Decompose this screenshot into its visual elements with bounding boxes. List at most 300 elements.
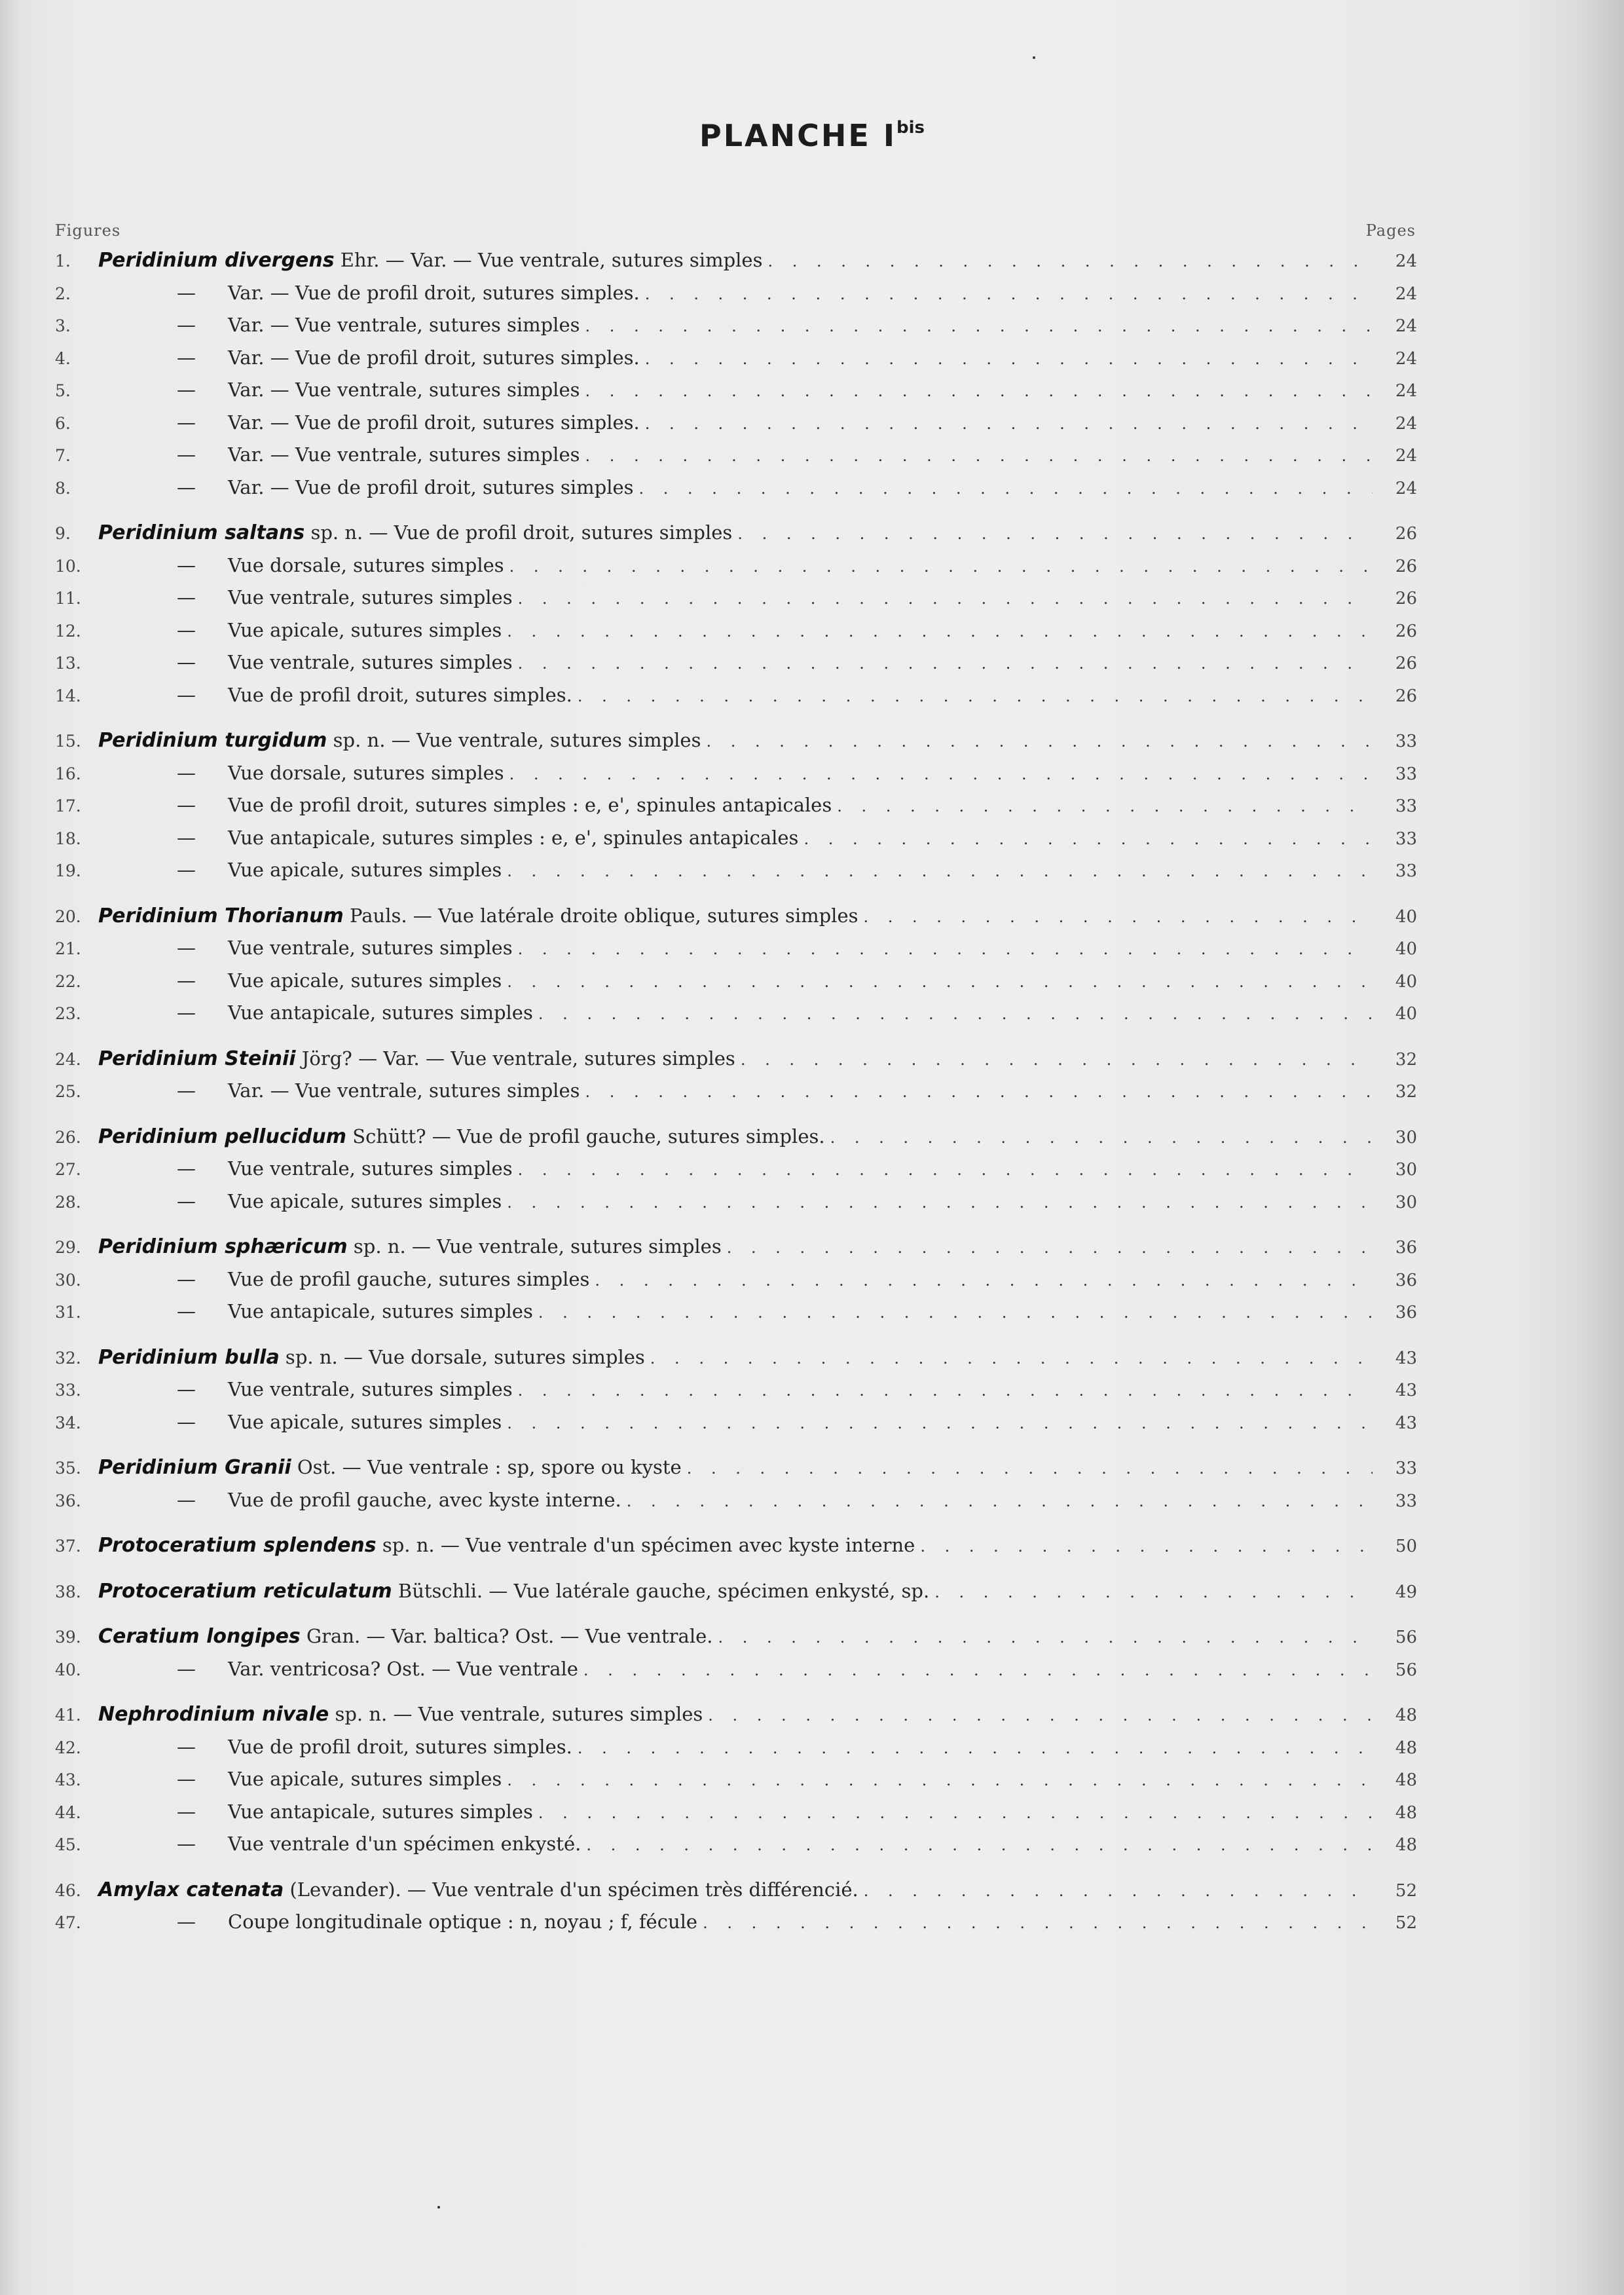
figure-entry [55, 411, 1417, 444]
figure-number: 14. [55, 686, 81, 705]
figure-entry [55, 1768, 1417, 1801]
dot-leader [595, 1271, 1373, 1290]
figure-number: 42. [55, 1738, 81, 1757]
figure-number: 19. [55, 861, 81, 880]
figure-description [98, 937, 513, 959]
ditto-dash: — [177, 1833, 196, 1855]
figure-number: 34. [55, 1413, 81, 1432]
ditto-dash: — [177, 1079, 196, 1102]
plate-title: PLANCHE $I^{bis}$ [699, 118, 925, 153]
figure-number: 2. [55, 284, 71, 303]
figure-entry [55, 684, 1417, 717]
figure-entry [55, 1300, 1417, 1333]
dot-leader [509, 765, 1373, 783]
dot-leader [708, 1706, 1373, 1725]
figure-entry [55, 729, 1417, 762]
figure-description [98, 1268, 589, 1290]
figure-entry [55, 554, 1417, 587]
species-author: sp. n. — Vue ventrale, sutures simples [327, 729, 701, 751]
page-number: 50 [1395, 1537, 1417, 1556]
dot-leader [518, 1381, 1373, 1400]
ditto-dash: — [177, 859, 196, 881]
page-number: 26 [1395, 524, 1417, 544]
ditto-dash: — [177, 1157, 196, 1180]
page-number: 33 [1395, 1491, 1417, 1511]
dot-leader [509, 557, 1373, 576]
dot-leader [864, 1882, 1373, 1900]
figure-number: 44. [55, 1802, 81, 1822]
ditto-dash: — [177, 794, 196, 816]
figure-number: 6. [55, 413, 71, 433]
figure-number: 39. [55, 1628, 81, 1647]
figure-description [98, 1125, 825, 1148]
figures-label: Figures [55, 221, 121, 240]
figure-entry [55, 586, 1417, 619]
figure-entry [55, 827, 1417, 859]
figure-description [98, 1190, 502, 1212]
view-description: Vue ventrale, sutures simples [228, 1157, 513, 1180]
page-number: 24 [1395, 252, 1417, 271]
ditto-dash: — [177, 1657, 196, 1680]
figure-number: 33. [55, 1381, 81, 1400]
figure-number: 16. [55, 764, 81, 783]
page-number: 26 [1395, 589, 1417, 608]
figure-entry [55, 1489, 1417, 1521]
figure-description [98, 762, 504, 784]
figure-number: 41. [55, 1706, 81, 1725]
ditto-dash: — [177, 1001, 196, 1024]
ditto-dash: — [177, 346, 196, 369]
figure-entry [55, 1346, 1417, 1379]
figure-description [98, 1346, 645, 1369]
figure-number: 28. [55, 1192, 81, 1212]
figure-entry [55, 249, 1417, 282]
figure-entry [55, 476, 1417, 509]
dot-leader [920, 1537, 1373, 1556]
dot-leader [706, 732, 1373, 751]
species-name: Protoceratium reticulatum [98, 1579, 392, 1603]
view-description: Var. — Vue ventrale, sutures simples [228, 1079, 580, 1102]
species-author: sp. n. — Vue ventrale d'un spécimen avec kyste interne [376, 1534, 915, 1556]
figure-entry [55, 1801, 1417, 1833]
figure-description [98, 1736, 572, 1758]
figure-entry [55, 521, 1417, 554]
species-author: sp. n. — Vue ventrale, sutures simples [347, 1235, 722, 1258]
page-number: 24 [1395, 316, 1417, 336]
figure-description [98, 249, 762, 272]
view-description: Var. ventricosa? Ost. — Vue ventrale [228, 1657, 578, 1680]
ditto-dash: — [177, 476, 196, 498]
dot-leader [518, 940, 1373, 958]
figure-number: 20. [55, 906, 81, 926]
view-description: Var. — Vue ventrale, sutures simples [228, 443, 580, 466]
ditto-dash: — [177, 1267, 196, 1290]
figure-description [98, 379, 580, 401]
page-number: 40 [1395, 906, 1417, 927]
ditto-dash: — [177, 618, 196, 641]
ditto-dash: — [177, 683, 196, 706]
page-number: 33 [1395, 861, 1417, 881]
species-author: Pauls. — Vue latérale droite oblique, sutures simples [343, 904, 858, 927]
page-number: 48 [1395, 1835, 1417, 1855]
view-description: Vue apicale, sutures simples [228, 618, 502, 641]
page-number: 56 [1395, 1660, 1417, 1680]
dot-leader [507, 1193, 1373, 1212]
species-name: Nephrodinium nivale [98, 1703, 329, 1726]
view-description: Vue apicale, sutures simples [228, 1410, 502, 1433]
figure-entry [55, 1736, 1417, 1768]
figure-description [98, 794, 832, 816]
view-description: Var. — Vue de profil droit, sutures simples. [228, 281, 640, 304]
view-description: Vue apicale, sutures simples [228, 1768, 502, 1790]
figure-number: 26. [55, 1127, 81, 1147]
dot-leader [518, 589, 1373, 608]
page-number: 32 [1395, 1049, 1417, 1070]
species-author: Ost. — Vue ventrale : sp, spore ou kyste [291, 1456, 682, 1478]
dot-leader [518, 654, 1373, 673]
figure-description [98, 586, 513, 608]
ditto-dash: — [177, 1911, 196, 1933]
view-description: Vue ventrale, sutures simples [228, 937, 513, 959]
dot-leader [718, 1628, 1373, 1647]
figure-number: 43. [55, 1770, 81, 1789]
page-number: 32 [1395, 1082, 1417, 1102]
view-description: Vue apicale, sutures simples [228, 969, 502, 992]
figure-description [98, 1768, 502, 1790]
view-description: Var. — Vue ventrale, sutures simples [228, 379, 580, 401]
page-number: 30 [1395, 1127, 1417, 1148]
figure-number: 8. [55, 478, 71, 498]
ditto-dash: — [177, 1735, 196, 1758]
species-author: Bütschli. — Vue latérale gauche, spécimen enkysté, sp. [392, 1579, 930, 1602]
view-description: Vue antapicale, sutures simples : e, e', spinules antapicales [228, 826, 799, 849]
dot-leader [507, 1414, 1373, 1432]
page-number: 48 [1395, 1770, 1417, 1790]
figure-description [98, 314, 580, 336]
species-name: Peridinium pellucidum [98, 1125, 346, 1148]
figure-entry [55, 1001, 1417, 1034]
page-number: 24 [1395, 446, 1417, 466]
figure-entry [55, 859, 1417, 891]
page-number: 24 [1395, 348, 1417, 369]
species-name: Amylax catenata [98, 1878, 284, 1901]
dot-leader [585, 382, 1373, 400]
species-name: Peridinium Thorianum [98, 904, 344, 927]
view-description: Vue de profil droit, sutures simples : e, e', spinules antapicales [228, 794, 832, 816]
page-number: 24 [1395, 284, 1417, 304]
figure-number: 10. [55, 556, 81, 576]
ditto-dash: — [177, 1189, 196, 1212]
dot-leader [837, 797, 1373, 815]
figure-description [98, 1625, 712, 1648]
dot-leader [639, 479, 1373, 498]
view-description: Vue ventrale, sutures simples [228, 651, 513, 673]
ditto-dash: — [177, 969, 196, 992]
view-description: Vue antapicale, sutures simples [228, 1800, 533, 1823]
dot-leader [518, 1161, 1373, 1179]
figure-entry [55, 937, 1417, 969]
figure-entry [55, 1411, 1417, 1444]
page-number: 33 [1395, 1459, 1417, 1478]
page-number: 52 [1395, 1913, 1417, 1933]
dot-leader [583, 1661, 1373, 1679]
view-description: Vue antapicale, sutures simples [228, 1300, 533, 1322]
figure-entry [55, 1911, 1417, 1943]
page-number: 43 [1395, 1413, 1417, 1433]
dot-leader [538, 1303, 1373, 1322]
ditto-dash: — [177, 379, 196, 401]
page-number: 30 [1395, 1192, 1417, 1212]
view-description: Var. — Vue de profil droit, sutures simples [228, 476, 634, 498]
figure-number: 5. [55, 381, 71, 400]
dot-leader [586, 1836, 1373, 1854]
figure-entry [55, 619, 1417, 652]
figure-description [98, 1703, 703, 1726]
dot-leader [767, 252, 1373, 271]
figure-description [98, 476, 634, 498]
dot-leader [578, 687, 1373, 705]
page-number: 33 [1395, 732, 1417, 751]
figure-number: 23. [55, 1004, 81, 1023]
dot-leader [538, 1804, 1373, 1822]
species-author: (Levander). — Vue ventrale d'un spécimen très différencié. [284, 1878, 858, 1901]
page-number: 43 [1395, 1381, 1417, 1400]
figure-number: 4. [55, 348, 71, 368]
page-number: 49 [1395, 1582, 1417, 1602]
dot-leader [645, 285, 1373, 303]
dot-leader [578, 1739, 1373, 1757]
species-name: Peridinium Granii [98, 1456, 291, 1479]
figure-description [98, 651, 513, 673]
figure-entry [55, 282, 1417, 314]
page-number: 24 [1395, 413, 1417, 434]
dot-leader [741, 1051, 1373, 1069]
figure-entry [55, 1456, 1417, 1489]
species-author: sp. n. — Vue de profil droit, sutures simples [304, 521, 733, 544]
figure-description [98, 859, 502, 881]
figure-entry [55, 651, 1417, 684]
figure-entry [55, 1190, 1417, 1223]
ditto-dash: — [177, 1300, 196, 1322]
page-number: 33 [1395, 796, 1417, 816]
figure-description [98, 1833, 581, 1855]
figure-number: 27. [55, 1160, 81, 1179]
figure-entry [55, 1235, 1417, 1268]
figure-entry [55, 1625, 1417, 1658]
figure-entry [55, 1580, 1417, 1613]
figure-description [98, 282, 640, 304]
figure-number: 32. [55, 1348, 81, 1368]
page-number: 36 [1395, 1238, 1417, 1258]
figure-description [98, 1378, 513, 1400]
species-author: sp. n. — Vue dorsale, sutures simples [279, 1345, 645, 1368]
species-author: sp. n. — Vue ventrale, sutures simples [329, 1703, 703, 1725]
view-description: Vue ventrale, sutures simples [228, 1378, 513, 1400]
page-number: 30 [1395, 1160, 1417, 1180]
page-number: 40 [1395, 1004, 1417, 1024]
figure-number: 29. [55, 1238, 81, 1257]
figure-entry [55, 1658, 1417, 1690]
view-description: Coupe longitudinale optique : n, noyau ; f, fécule [228, 1911, 698, 1933]
view-description: Vue dorsale, sutures simples [228, 553, 504, 576]
dot-leader [687, 1459, 1373, 1478]
dot-leader [830, 1129, 1373, 1147]
figure-description [98, 969, 502, 992]
figure-entry [55, 443, 1417, 476]
dot-leader [934, 1583, 1373, 1601]
figure-description [98, 346, 640, 369]
figure-number: 11. [55, 589, 81, 608]
ditto-dash: — [177, 761, 196, 784]
species-name: Peridinium bulla [98, 1345, 280, 1369]
page-number: 43 [1395, 1348, 1417, 1368]
page-number: 48 [1395, 1802, 1417, 1823]
page-number: 48 [1395, 1706, 1417, 1725]
figure-description [98, 411, 640, 434]
figure-entry [55, 1878, 1417, 1911]
dot-leader [645, 415, 1373, 433]
figure-list [55, 249, 1417, 1943]
print-mark [437, 2206, 440, 2209]
dot-leader [737, 525, 1373, 543]
ditto-dash: — [177, 586, 196, 608]
figure-description [98, 905, 858, 927]
figure-number: 40. [55, 1660, 81, 1679]
figure-number: 7. [55, 446, 71, 465]
species-name: Ceratium longipes [98, 1625, 301, 1648]
view-description: Vue dorsale, sutures simples [228, 761, 504, 784]
view-description: Vue de profil droit, sutures simples. [228, 683, 572, 706]
species-author: Schütt? — Vue de profil gauche, sutures simples. [346, 1125, 825, 1148]
figure-description [98, 684, 572, 706]
view-description: Vue apicale, sutures simples [228, 1189, 502, 1212]
figure-number: 21. [55, 939, 81, 958]
dot-leader [507, 862, 1373, 880]
ditto-dash: — [177, 937, 196, 959]
page-number: 56 [1395, 1628, 1417, 1647]
ditto-dash: — [177, 1768, 196, 1790]
figure-description [98, 1157, 513, 1180]
figure-number: 45. [55, 1835, 81, 1854]
dot-leader [507, 622, 1373, 641]
figure-description [98, 443, 580, 466]
figure-number: 38. [55, 1582, 81, 1601]
dot-leader [507, 973, 1373, 991]
figure-entry [55, 762, 1417, 794]
ditto-dash: — [177, 1410, 196, 1433]
figure-number: 15. [55, 732, 81, 751]
figure-number: 17. [55, 796, 81, 815]
figure-number: 3. [55, 316, 71, 335]
ditto-dash: — [177, 411, 196, 434]
dot-leader [650, 1349, 1373, 1368]
figure-number: 37. [55, 1537, 81, 1556]
view-description: Vue ventrale d'un spécimen enkysté. [228, 1833, 581, 1855]
page-number: 33 [1395, 764, 1417, 784]
species-name: Peridinium sphæricum [98, 1235, 348, 1258]
dot-leader [585, 1083, 1373, 1101]
figure-entry [55, 314, 1417, 346]
figure-description [98, 1534, 915, 1557]
figure-description [98, 1079, 580, 1102]
dot-leader [538, 1005, 1373, 1023]
page-number: 40 [1395, 971, 1417, 992]
figure-description [98, 1580, 929, 1603]
view-description: Var. — Vue de profil droit, sutures simples. [228, 346, 640, 369]
page-number: 52 [1395, 1880, 1417, 1901]
dot-leader [507, 1771, 1373, 1789]
species-name: Peridinium Steinii [98, 1047, 296, 1070]
figure-description [98, 1001, 533, 1024]
figure-description [98, 1300, 533, 1322]
figure-number: 18. [55, 829, 81, 848]
figure-number: 31. [55, 1303, 81, 1322]
view-description: Vue antapicale, sutures simples [228, 1001, 533, 1024]
figure-description [98, 1411, 502, 1433]
figure-entry [55, 379, 1417, 411]
figure-entry [55, 1378, 1417, 1411]
figure-entry [55, 1268, 1417, 1301]
figure-number: 24. [55, 1049, 81, 1069]
figure-description [98, 1489, 621, 1511]
page-number: 24 [1395, 478, 1417, 498]
dot-leader [645, 350, 1373, 368]
figure-description [98, 1658, 578, 1680]
view-description: Vue ventrale, sutures simples [228, 586, 513, 608]
page-number: 26 [1395, 654, 1417, 673]
page-number: 33 [1395, 829, 1417, 849]
dot-leader [585, 447, 1373, 465]
ditto-dash: — [177, 1800, 196, 1823]
figure-number: 9. [55, 524, 71, 543]
view-description: Vue apicale, sutures simples [228, 859, 502, 881]
figure-number: 1. [55, 252, 71, 271]
dot-leader [585, 317, 1373, 335]
figure-entry [55, 1157, 1417, 1190]
ditto-dash: — [177, 553, 196, 576]
figure-entry [55, 1703, 1417, 1736]
figure-entry [55, 1079, 1417, 1112]
figure-description [98, 1911, 697, 1933]
ditto-dash: — [177, 826, 196, 849]
page-number: 26 [1395, 556, 1417, 576]
dot-leader [864, 908, 1373, 926]
species-name: Peridinium divergens [98, 249, 335, 272]
figure-number: 12. [55, 621, 81, 641]
figure-entry [55, 1833, 1417, 1865]
figure-number: 25. [55, 1082, 81, 1101]
figure-entry [55, 1047, 1417, 1080]
page-number: 36 [1395, 1270, 1417, 1290]
view-description: Var. — Vue de profil droit, sutures simples. [228, 411, 640, 434]
dot-leader [627, 1492, 1373, 1510]
figure-number: 47. [55, 1913, 81, 1932]
ditto-dash: — [177, 1488, 196, 1511]
figure-description [98, 619, 502, 641]
ditto-dash: — [177, 314, 196, 336]
species-author: Jörg? — Var. — Vue ventrale, sutures simples [295, 1047, 735, 1070]
species-author: Ehr. — Var. — Vue ventrale, sutures simples [334, 249, 763, 271]
figure-description [98, 554, 504, 576]
species-name: Protoceratium splendens [98, 1534, 377, 1557]
ditto-dash: — [177, 443, 196, 466]
figure-description [98, 729, 701, 752]
figure-number: 46. [55, 1880, 81, 1900]
figure-description [98, 1235, 722, 1258]
figure-entry [55, 1125, 1417, 1158]
view-description: Vue de profil droit, sutures simples. [228, 1735, 572, 1758]
figure-description [98, 1456, 682, 1479]
